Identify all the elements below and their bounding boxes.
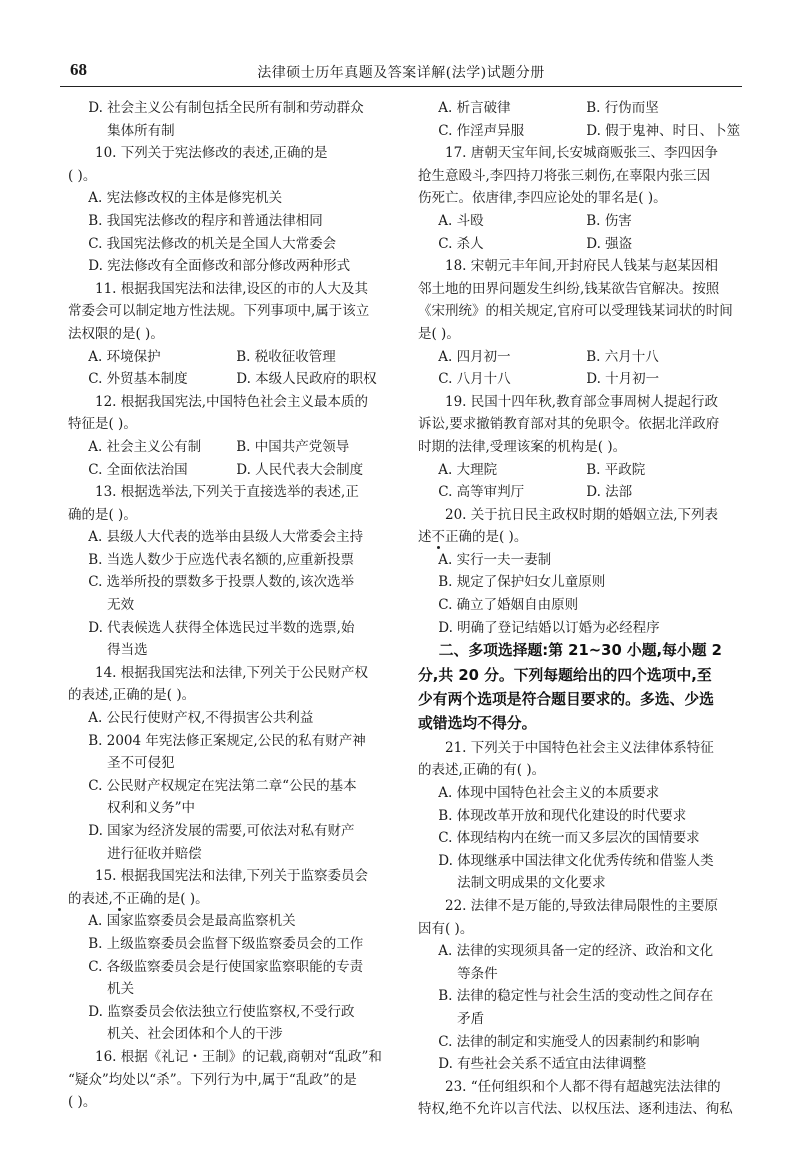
option-item: D. 本级人民政府的职权 [236, 371, 377, 388]
text-line: 邻土地的田界问题发生纠纷,钱某欲告官解决。按照 [418, 280, 720, 297]
question-stem-line: 10. 下列关于宪法修改的表述,正确的是 [95, 145, 328, 162]
option-pair-line [418, 368, 744, 391]
option-continuation-line: 进行征收并赔偿 [107, 845, 202, 862]
option-line: D. 有些社会关系不适宜由法律调整 [438, 1056, 647, 1073]
option-item: D. 假于鬼神、时日、卜筮 [586, 122, 741, 139]
option-item: C. 作淫声异服 [438, 122, 525, 139]
option-item: B. 中国共产党领导 [236, 438, 350, 455]
option-line: D. 代表候选人获得全体选民过半数的选票,始 [88, 619, 355, 636]
section-heading-line: 或错选均不得分。 [418, 715, 537, 733]
option-line: D. 社会主义公有制包括全民所有制和劳动群众 [88, 100, 364, 116]
text-line: 常委会可以制定地方性法规。下列事项中,属于该立 [68, 303, 370, 320]
option-line: B. 法律的稳定性与社会生活的变动性之间存在 [438, 988, 714, 1005]
option-line: C. 确立了婚姻自由原则 [438, 597, 579, 614]
text-line: 时期的法律,受理该案的机构是( )。 [418, 438, 627, 455]
option-line: A. 国家监察委员会是最高监察机关 [88, 913, 296, 930]
text-line: 因有( )。 [418, 920, 474, 937]
question-stem-line: 21. 下列关于中国特色社会主义法律体系特征 [445, 739, 714, 756]
left-column [68, 97, 394, 1114]
option-line: B. 上级监察委员会监督下级监察委员会的工作 [88, 935, 364, 952]
option-continuation-line: 集体所有制 [107, 122, 175, 139]
section-heading-line: 少有两个选项是符合题目要求的。多选、少选 [418, 691, 714, 709]
option-pair-line [418, 481, 744, 504]
option-line: A. 实行一夫一妻制 [438, 551, 552, 568]
page-number: 68 [70, 60, 87, 79]
option-line: B. 规定了保护妇女儿童原则 [438, 574, 606, 591]
page-header [60, 58, 742, 87]
option-line: B. 当选人数少于应选代表名额的,应重新投票 [88, 551, 355, 568]
option-item: D. 人民代表大会制度 [236, 461, 364, 478]
option-item: A. 斗殴 [438, 212, 484, 229]
option-pair-line [418, 346, 744, 369]
option-item: C. 全面依法治国 [88, 461, 188, 478]
option-line: D. 宪法修改有全面修改和部分修改两种形式 [88, 258, 351, 275]
option-continuation-line: 机关、社会团体和个人的干涉 [107, 1026, 283, 1043]
option-item: A. 大理院 [438, 461, 498, 478]
book-title: 法律硕士历年真题及答案详解(法学)试题分册 [257, 65, 545, 81]
question-stem-line: 11. 根据我国宪法和法律,设区的市的人大及其 [95, 280, 369, 297]
option-pair-line [418, 97, 744, 120]
question-stem-line: 23. “任何组织和个人都不得有超越宪法法律的 [445, 1078, 721, 1095]
option-line: A. 县级人大代表的选举由县级人大常委会主持 [88, 529, 364, 546]
text-line: 《宋刑统》的相关规定,官府可以受理钱某词状的时间 [418, 303, 733, 320]
option-line: C. 各级监察委员会是行使国家监察职能的专责 [88, 958, 364, 975]
text-line: “疑众”均处以“杀”。下列行为中,属于“乱政”的是 [68, 1071, 357, 1088]
section-heading-line: 二、多项选择题:第 21~30 小题,每小题 2 [438, 642, 722, 660]
section-heading-line: 分,共 20 分。下列每题给出的四个选项中,至 [418, 666, 712, 684]
option-item: B. 税收征收管理 [236, 348, 336, 365]
text-line: 的表述,正确的是( )。 [68, 687, 196, 704]
option-pair-line [68, 459, 394, 482]
text-line: 确的是( )。 [68, 506, 137, 523]
question-stem-line: 15. 根据我国宪法和法律,下列关于监察委员会 [95, 868, 369, 885]
text-line: 特征是( )。 [68, 416, 137, 433]
option-line: C. 选举所投的票数多于投票人数的,该次选举 [88, 574, 354, 591]
option-item: C. 八月十八 [438, 371, 511, 388]
question-stem-line: 18. 宋朝元丰年间,开封府民人钱某与赵某因相 [445, 258, 719, 275]
question-stem-line: 17. 唐朝天宝年间,长安城商贩张三、李四因争 [445, 145, 719, 162]
text-line: 诉讼,要求撤销教育部对其的免职令。依据北洋政府 [418, 416, 720, 433]
question-stem-line: 22. 法律不是万能的,导致法律局限性的主要原 [445, 897, 719, 914]
text-line: ( )。 [68, 167, 97, 184]
option-line: A. 体现中国特色社会主义的本质要求 [438, 785, 660, 801]
option-pair-line [68, 368, 394, 391]
option-line: D. 明确了登记结婚以订婚为必经程序 [438, 619, 660, 636]
option-line: A. 宪法修改权的主体是修宪机关 [88, 190, 283, 207]
option-pair-line [418, 459, 744, 482]
option-continuation-line: 无效 [107, 597, 135, 614]
option-line: D. 体现继承中国法律文化优秀传统和借鉴人类 [438, 852, 714, 869]
option-item: D. 法部 [586, 484, 633, 501]
text-line: 抢生意殴斗,李四持刀将张三刺伤,在辜限内张三因 [418, 167, 711, 184]
question-stem-line: 14. 根据我国宪法和法律,下列关于公民财产权 [95, 664, 369, 681]
option-pair-line [68, 436, 394, 459]
option-continuation-line: 得当选 [107, 642, 148, 659]
option-line: C. 体现结构内在统一而又多层次的国情要求 [438, 830, 700, 847]
text-line: 的表述,不正确的是( )。 [68, 890, 209, 907]
option-line: C. 我国宪法修改的机关是全国人大常委会 [88, 235, 337, 252]
text-line: 法权限的是( )。 [68, 325, 164, 342]
option-line: D. 国家为经济发展的需要,可依法对私有财产 [88, 823, 355, 839]
text-line: 特权,绝不允许以言代法、以权压法、逐利违法、徇私 [418, 1101, 733, 1118]
option-item: B. 伤害 [586, 212, 632, 229]
question-stem-line: 12. 根据我国宪法,中国特色社会主义最本质的 [95, 393, 369, 410]
text-line: 伤死亡。依唐律,李四应论处的罪名是( )。 [418, 190, 667, 207]
question-stem-line: 19. 民国十四年秋,教育部佥事周树人提起行政 [445, 393, 719, 410]
option-line: B. 体现改革开放和现代化建设的时代要求 [438, 807, 687, 824]
text-line: 是( )。 [418, 325, 460, 342]
option-continuation-line: 权利和义务”中 [107, 800, 196, 817]
question-stem-line: 16. 根据《礼记・王制》的记载,商朝对“乱政”和 [95, 1048, 382, 1065]
option-pair-line [68, 346, 394, 369]
option-item: D. 十月初一 [586, 371, 660, 388]
option-line: C. 法律的制定和实施受人的因素制约和影响 [438, 1033, 700, 1050]
question-stem-line: 20. 关于抗日民主政权时期的婚姻立法,下列表 [445, 506, 719, 523]
option-item: C. 高等审判厅 [438, 484, 525, 501]
text-line: 述不正确的是( )。 [418, 529, 528, 546]
option-item: C. 外贸基本制度 [88, 371, 188, 388]
option-line: A. 公民行使财产权,不得损害公共利益 [88, 710, 314, 727]
option-continuation-line: 法制文明成果的文化要求 [457, 875, 606, 892]
option-item: A. 四月初一 [438, 348, 511, 365]
text-line: ( )。 [68, 1094, 97, 1111]
option-item: C. 杀人 [438, 235, 484, 252]
emphasis-mark: 不 [112, 890, 127, 907]
option-continuation-line: 等条件 [457, 965, 498, 982]
option-pair-line [418, 233, 744, 256]
option-item: A. 析言破律 [438, 100, 511, 116]
option-item: D. 强盗 [586, 235, 633, 252]
question-stem-line: 13. 根据选举法,下列关于直接选举的表述,正 [95, 484, 359, 501]
option-continuation-line: 机关 [107, 981, 135, 998]
option-pair-line [418, 120, 744, 143]
text-line: 的表述,正确的有( )。 [418, 762, 546, 779]
emphasis-mark: 不 [431, 529, 445, 546]
option-line: D. 监察委员会依法独立行使监察权,不受行政 [88, 1003, 355, 1020]
option-continuation-line: 矛盾 [457, 1010, 485, 1027]
option-item: B. 行伪而坚 [586, 100, 659, 116]
option-item: A. 环境保护 [88, 348, 161, 365]
option-item: B. 平政院 [586, 461, 646, 478]
option-item: A. 社会主义公有制 [88, 438, 202, 455]
right-column [418, 97, 744, 1121]
option-line: A. 法律的实现须具备一定的经济、政治和文化 [438, 943, 714, 960]
option-continuation-line: 圣不可侵犯 [107, 755, 175, 772]
option-pair-line [418, 210, 744, 233]
option-item: B. 六月十八 [586, 348, 659, 365]
option-line: B. 我国宪法修改的程序和普通法律相同 [88, 212, 323, 229]
option-line: C. 公民财产权规定在宪法第二章“公民的基本 [88, 777, 357, 794]
option-line: B. 2004 年宪法修正案规定,公民的私有财产神 [88, 732, 366, 749]
